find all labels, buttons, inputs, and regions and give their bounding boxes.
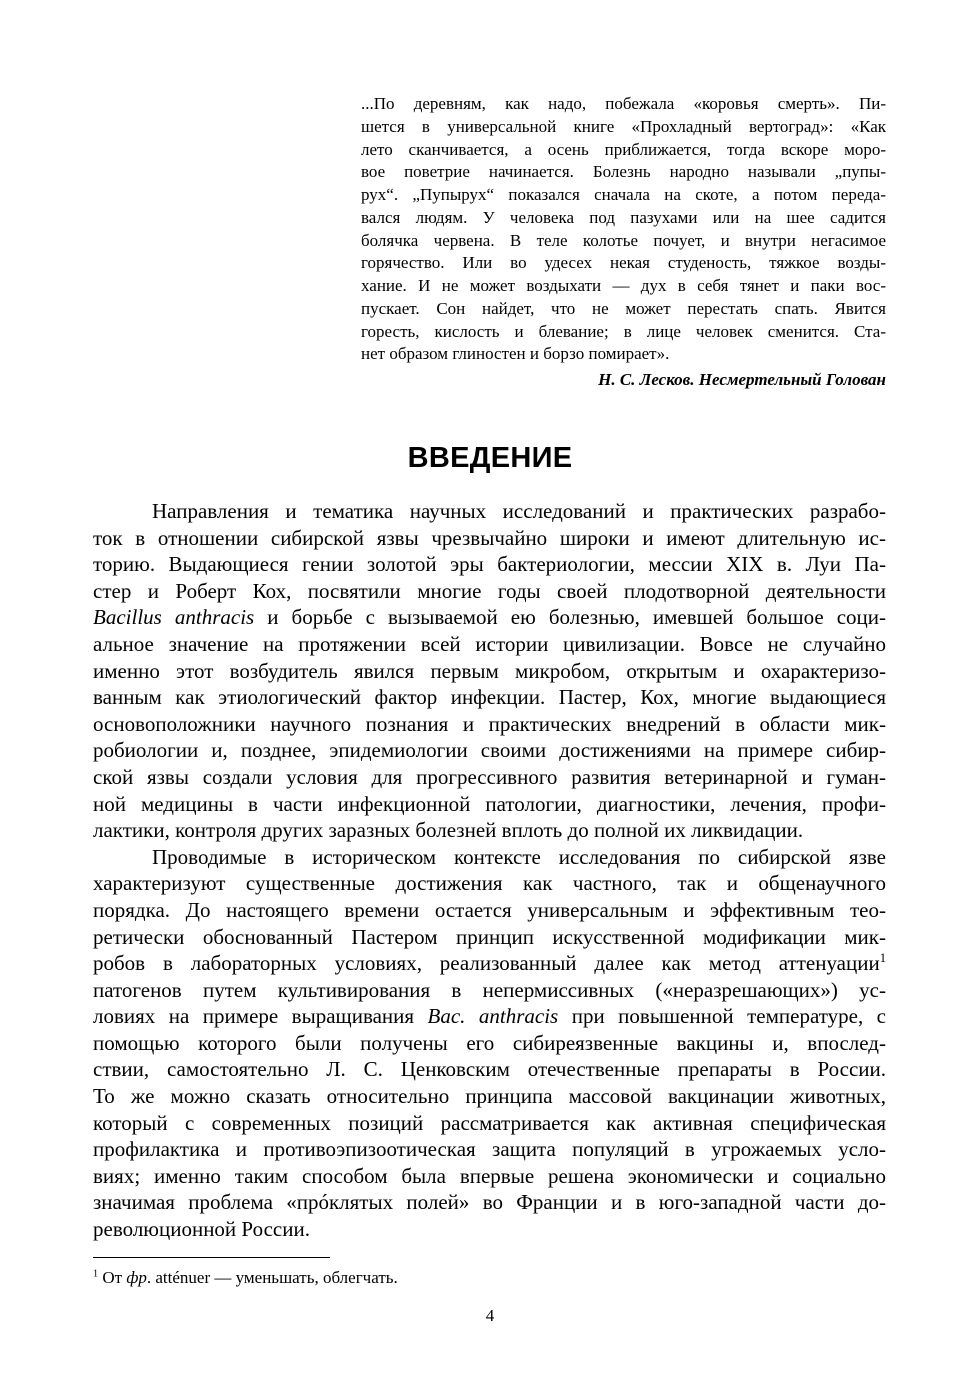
epigraph-line: вался людям. У человека под пазухами или на шее садится — [361, 207, 886, 227]
epigraph-source: Н. С. Лесков. Несмертельный Голован — [598, 370, 886, 389]
body-line: характеризуют существенные достижения как частного, так и общенаучного — [93, 871, 886, 896]
body-line-text: робов в лабораторных условиях, реализованный далее как метод аттенуации — [93, 951, 880, 976]
body-line: ванным как этиологический фактор инфекции. Пастер, Кох, многие выдающиеся — [93, 685, 886, 710]
body-line — [93, 950, 886, 977]
body-line: ной медицины в части инфекционной патологии, диагностики, лечения, профи- — [93, 791, 886, 816]
species-name: Bacillus anthracis — [93, 605, 255, 630]
footnote-text: . atténuer — уменьшать, облегчать. — [146, 1268, 398, 1287]
body-line: Проводимые в историческом контексте исследования по сибирской язве — [152, 844, 886, 869]
section-heading: ВВЕДЕНИЕ — [407, 442, 573, 474]
body-line: порядка. До настоящего времени остается универсальным и эффективным тео- — [93, 897, 886, 922]
epigraph-line: ...По деревням, как надо, побежала «коровья смерть». Пи- — [361, 94, 886, 113]
body-line: стер и Роберт Кох, посвятили многие годы своей плодотворной деятельности — [93, 578, 886, 603]
body-line: основоположники научного познания и практических внедрений в области мик- — [93, 711, 886, 736]
body-line: альное значение на протяжении всей истории цивилизации. Вовсе не случайно — [93, 631, 886, 656]
epigraph-line: нет образом глиностен и борзо помирает». — [361, 344, 670, 364]
body-line: торию. Выдающиеся гении золотой эры бактериологии, мессии XIX в. Луи Па- — [93, 552, 886, 577]
body-line: помощью которого были получены его сибиреязвенные вакцины и, впослед- — [93, 1030, 886, 1055]
page-number: 4 — [485, 1306, 495, 1325]
body-line: именно этот возбудитель явился первым микробом, открытым и охарактеризо- — [93, 658, 886, 683]
footnote-abbr: фр — [126, 1268, 147, 1287]
epigraph-line: хание. И не может воздыхати — дух в себя тянет и паки вос- — [361, 276, 886, 295]
body-line-text: и борьбе с вызываемой ею болезнью, имевшей большое соци- — [254, 605, 886, 630]
body-line: ской язвы создали условия для прогрессивного развития ветеринарной и гуман- — [93, 764, 886, 789]
footnote-ref: 1 — [879, 951, 886, 966]
body-line-text: ловиях на примере выращивания — [93, 1004, 428, 1029]
footnote-divider — [93, 1257, 330, 1258]
epigraph-line: шется в универсальной книге «Прохладный вертоград»: «Как — [361, 116, 886, 136]
epigraph-line: рух“. „Пупырух“ показался сначала на скоте, а потом переда- — [361, 185, 886, 204]
body-line: лактики, контроля других заразных болезней вплоть до полной их ликвидации. — [93, 818, 804, 843]
footnote — [93, 1268, 398, 1288]
body-line: значимая проблема «прóклятых полей» во Франции и в юго-западной части до- — [93, 1190, 886, 1215]
body-line: То же можно сказать относительно принципа массовой вакцинации животных, — [93, 1084, 886, 1109]
body-line: Направления и тематика научных исследований и практических разрабо- — [152, 499, 886, 523]
body-line — [93, 604, 886, 631]
body-line-text: при повышенной температуре, с — [558, 1004, 886, 1029]
epigraph-line: вое поветрие начинается. Болезнь народно называли „пупы- — [361, 162, 886, 182]
body-line: который с современных позиций рассматривается как активная специфическая — [93, 1110, 886, 1135]
body-line: революционной России. — [93, 1217, 310, 1242]
body-line: виях; именно таким способом была впервые решена экономически и социально — [93, 1163, 886, 1188]
epigraph-line: болячка червена. В теле колотье почует, и внутри негасимое — [361, 230, 886, 250]
body-line: ретически обоснованный Пастером принцип искусственной модификации мик- — [93, 924, 886, 949]
body-line: ток в отношении сибирской язвы чрезвычайно широки и имеют длительную ис- — [93, 525, 886, 550]
body-line: профилактика и противоэпизоотическая защита популяций в угрожаемых усло- — [93, 1137, 886, 1162]
body-text — [93, 498, 886, 1243]
epigraph-line: горячество. Или во удесех некая студеность, тяжкое возды- — [361, 253, 886, 273]
footnote-text: От — [98, 1268, 127, 1287]
epigraph-line: пускает. Сон найдет, что не может перестать спать. Явится — [361, 298, 886, 318]
body-line: робиологии и, позднее, эпидемиологии своими достижениями на примере сибир- — [93, 738, 886, 763]
epigraph — [361, 93, 886, 366]
epigraph-line: горесть, кислость и блевание; в лице человек сменится. Ста- — [361, 321, 886, 341]
epigraph-line: лето сканчивается, а осень приближается, тогда вскоре моро- — [361, 139, 886, 159]
footnote-marker: 1 — [93, 1268, 99, 1280]
body-line — [93, 1003, 886, 1030]
body-line: ствии, самостоятельно Л. С. Ценковским отечественные препараты в России. — [93, 1057, 886, 1082]
body-line: патогенов путем культивирования в непермиссивных («неразрешающих») ус- — [93, 977, 886, 1002]
species-name: Bac. anthracis — [427, 1004, 559, 1029]
